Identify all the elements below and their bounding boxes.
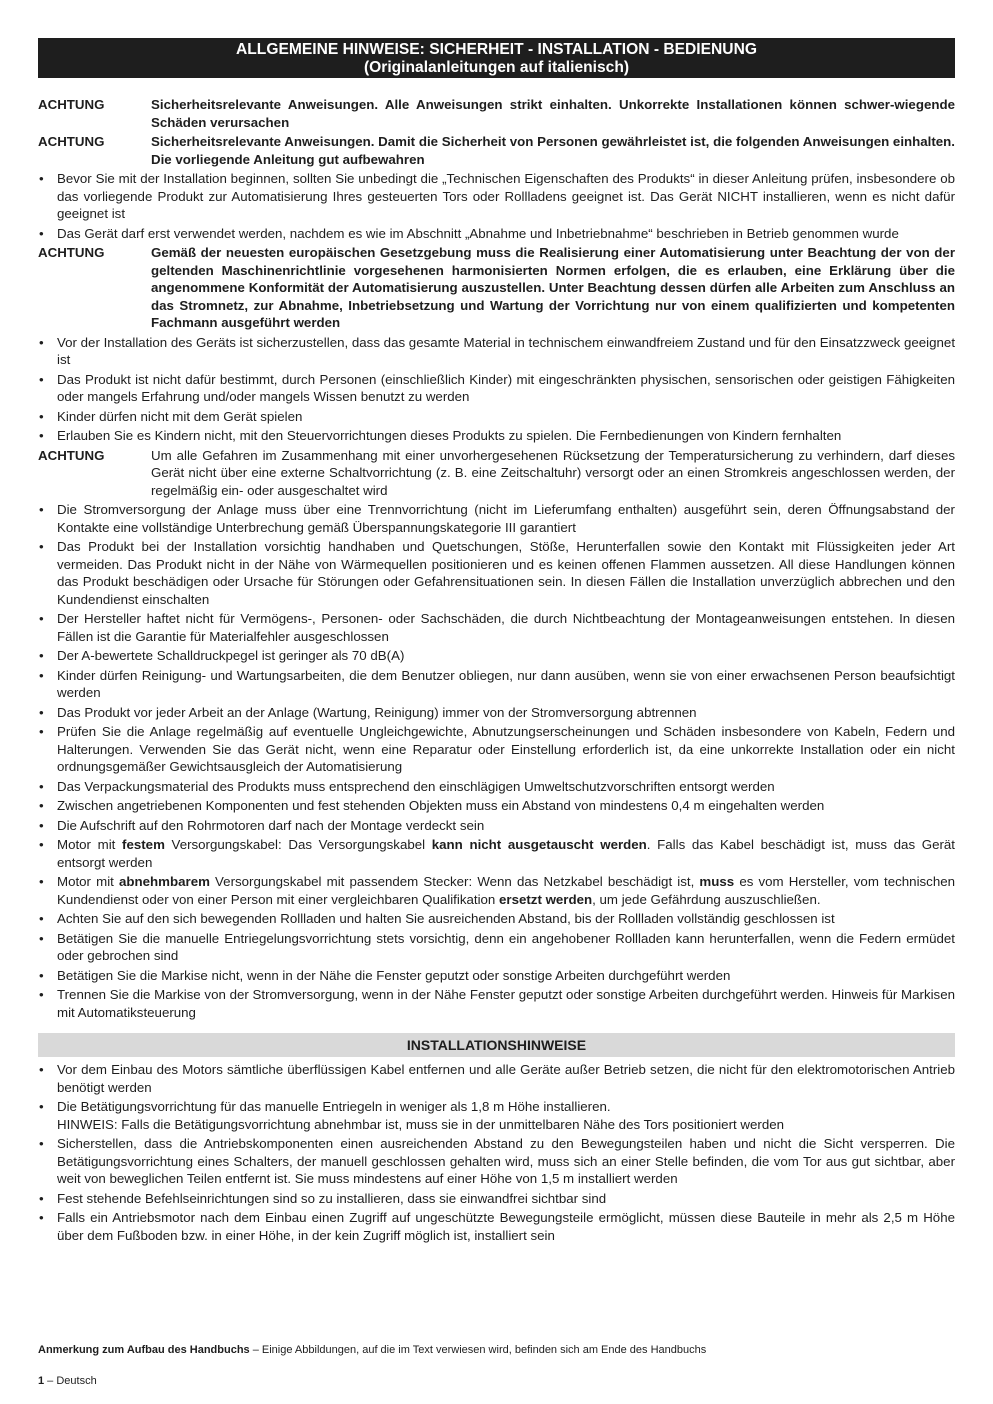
bullet-line: Achten Sie auf den sich bewegenden Rollladen und halten Sie ausreichenden Abstand, bis der Rollladen vollständig geschlossen ist <box>57 911 835 926</box>
bullet-item <box>38 986 955 1021</box>
bullet-text <box>57 1135 955 1188</box>
bullet-line: Sicherstellen, dass die Antriebskomponenten einen ausreichenden Abstand zu den Bewegungsteilen haben und nicht die Sicht versperren. Die Betätigungsvorrichtung eines Schalters, der manuell geschlossen gehalten wird, muss sich an einer Stelle befinden, die vom Tor aus gut sichtbar, aber weit von beweglichen Teilen entfernt ist. Sie muss mindestens auf einer Höhe von 1,5 m installiert werden <box>57 1136 955 1186</box>
bullet-item <box>38 910 955 928</box>
bullet-item <box>38 723 955 776</box>
bullet-text <box>57 1190 955 1208</box>
warning-block <box>38 133 955 168</box>
installation-section <box>38 1061 955 1244</box>
header-title: ALLGEMEINE HINWEISE: SICHERHEIT - INSTALLATION - BEDIENUNG <box>236 41 757 58</box>
bullet-line: Die Betätigungsvorrichtung für das manuelle Entriegeln in weniger als 1,8 m Höhe installieren. <box>57 1099 611 1114</box>
text-segment: es vom Hersteller, vom technischen Kundendienst oder von einer Person mit einer vergleichbaren Qualifikation <box>57 874 956 907</box>
bullet-marker: • <box>39 1099 44 1114</box>
warning-block <box>38 447 955 500</box>
bullet-text <box>57 427 955 445</box>
warning-label: ACHTUNG <box>38 97 105 112</box>
bullet-item <box>38 225 955 243</box>
bullet-text <box>57 873 955 908</box>
bullet-item <box>38 371 955 406</box>
bullet-item <box>38 408 955 426</box>
bullet-line: Das Produkt bei der Installation vorsichtig handhaben und Quetschungen, Stöße, Herunterfallen sowie den Kontakt mit Flüssigkeiten jeder Art vermeiden. Das Produkt nicht in der Nähe von Wärmequellen positionieren und es keinen offenen Flammen aussetzen. All diese Handlungen können das Produkt beschädigen oder Ursache für Störungen oder Gefahrensituationen sein. In diesen Fällen die Installation unverzüglich abbrechen und den Kundendienst einschalten <box>57 539 955 607</box>
bullet-item <box>38 1190 955 1208</box>
bullet-text <box>57 170 955 223</box>
text-segment: , um jede Gefährdung auszuschließen. <box>592 891 821 907</box>
bullet-text <box>57 1061 955 1096</box>
emphasis-text: kann nicht ausgetauscht werden <box>431 837 647 852</box>
warning-text: Gemäß der neuesten europäischen Gesetzgebung muss die Realisierung einer Automatisierung unter Beachtung der von der geltenden Maschinenrichtlinie vorgesehenen harmonisierten Normen erfolgen, die es erlauben, eine Erklärung über die angenommene Konformität der Automatisierung auszustellen. Unter Beachtung dessen dürfen alle Arbeiten zum Anschluss an das Stromnetz, zur Abnahme, Inbetriebsetzung und Wartung der Vorrichtung nur von einem qualifizierten und kompetenten Fachmann ausgeführt werden <box>151 245 955 330</box>
bullet-marker: • <box>39 225 44 241</box>
document-body <box>38 96 955 1246</box>
bullet-marker: • <box>39 911 44 926</box>
manual-structure-note <box>38 1343 955 1357</box>
bullet-marker: • <box>39 667 44 683</box>
note-heading: Anmerkung zum Aufbau des Handbuchs <box>38 1344 250 1356</box>
bullet-line: Betätigen Sie die Markise nicht, wenn in der Nähe die Fenster geputzt oder sonstige Arbeiten durchgeführt werden <box>57 967 731 983</box>
bullet-item <box>38 501 955 536</box>
page-language: – Deutsch <box>44 1375 97 1387</box>
warning-text: Sicherheitsrelevante Anweisungen. Damit die Sicherheit von Personen gewährleistet ist, die folgenden Anweisungen einhalten. Die vorliegende Anleitung gut aufbewahren <box>151 134 955 167</box>
bullet-line: Falls ein Antriebsmotor nach dem Einbau einen Zugriff auf ungeschützte Bewegungsteile ermöglicht, müssen diese Bauteile in mehr als 2,5 m Höhe über dem Fußboden bzw. in einer Höhe, in der kein Zugriff möglich ist, installiert sein <box>57 1210 955 1243</box>
bullet-text <box>57 723 955 776</box>
bullet-text <box>57 371 955 406</box>
bullet-line: Das Produkt vor jeder Arbeit an der Anlage (Wartung, Reinigung) immer von der Stromversorgung abtrennen <box>57 704 697 720</box>
bullet-text <box>57 986 955 1021</box>
warning-label: ACHTUNG <box>38 447 105 463</box>
bullet-text <box>57 910 955 928</box>
bullet-text <box>57 704 955 722</box>
bullet-item <box>38 1209 955 1244</box>
bullet-line: Kinder dürfen nicht mit dem Gerät spielen <box>57 408 303 424</box>
emphasis-text: festem <box>122 837 165 852</box>
bullet-marker: • <box>39 1190 44 1206</box>
bullet-item <box>38 334 955 369</box>
bullet-text <box>57 334 955 369</box>
bullet-item <box>38 778 955 796</box>
bullet-item <box>38 610 955 645</box>
bullet-item <box>38 170 955 223</box>
bullet-text <box>57 647 955 665</box>
bullet-item <box>38 1098 955 1133</box>
bullet-text <box>57 817 955 835</box>
bullet-marker: • <box>39 539 44 554</box>
emphasis-text: abnehmbarem <box>119 874 210 889</box>
bullet-marker: • <box>39 1136 44 1151</box>
bullet-item <box>38 930 955 965</box>
bullet-marker: • <box>39 428 44 443</box>
bullet-item <box>38 538 955 608</box>
bullet-line: Prüfen Sie die Anlage regelmäßig auf eventuelle Ungleichgewichte, Abnutzungserscheinungen und Schäden insbesondere von Kabeln, Federn und Halterungen. Verwenden Sie das Gerät nicht, wenn eine Reparatur oder Einstellung erforderlich ist, da eine unkorrekte Installation oder ein nicht ordnungsgemäßer Gewichtsausgleich der Automatisierung <box>57 724 955 774</box>
bullet-item <box>38 1061 955 1096</box>
text-segment: . Falls das Kabel beschädigt ist, muss das Gerät entsorgt werden <box>57 837 956 870</box>
bullet-line: Der Hersteller haftet nicht für Vermögens-, Personen- oder Sachschäden, die durch Nichtbeachtung der Montageanweisungen entstehen. In diesen Fällen ist die Garantie für Materialfehler ausgeschlossen <box>57 611 955 644</box>
bullet-marker: • <box>39 778 44 794</box>
bullet-text <box>57 836 955 871</box>
bullet-marker: • <box>39 611 44 626</box>
bullet-text <box>57 225 955 243</box>
bullet-line: Die Stromversorgung der Anlage muss über eine Trennvorrichtung (nicht im Lieferumfang enthalten) ausgeführt sein, deren Öffnungsabstand der Kontakte eine vollständige Unterbrechung gemäß Überspannungskategorie III garantiert <box>57 502 955 535</box>
bullet-marker: • <box>39 408 44 424</box>
page-number <box>38 1374 97 1388</box>
safety-section <box>38 96 955 1021</box>
bullet-item <box>38 647 955 665</box>
bullet-item <box>38 873 955 908</box>
bullet-marker: • <box>39 371 44 387</box>
bullet-line: Der A-bewertete Schalldruckpegel ist geringer als 70 dB(A) <box>57 648 405 663</box>
bullet-marker: • <box>39 648 44 663</box>
bullet-marker: • <box>39 724 44 739</box>
warning-block <box>38 244 955 332</box>
warning-text: Um alle Gefahren im Zusammenhang mit einer unvorhergesehenen Rücksetzung der Temperatursicherung zu verhindern, darf dieses Gerät nicht über eine externe Schaltvorrichtung (z. B. eine Zeitschaltuhr) versorgt oder an einen Stromkreis angeschlossen werden, der regelmäßig ein- oder ausgeschaltet wird <box>151 447 955 498</box>
bullet-line: Das Produkt ist nicht dafür bestimmt, durch Personen (einschließlich Kinder) mit eingeschränkten physischen, sensorischen oder geistigen Fähigkeiten oder mangels Erfahrung und/oder mangels Wissen benutzt zu werden <box>57 371 955 404</box>
bullet-line: Vor der Installation des Geräts ist sicherzustellen, dass das gesamte Material in technischem einwandfreiem Zustand und für den Einsatzzweck geeignet ist <box>57 334 956 367</box>
bullet-item <box>38 704 955 722</box>
bullet-line: Betätigen Sie die manuelle Entriegelungsvorrichtung stets vorsichtig, denn ein angehobener Rollladen kann herunterfallen, wenn die Federn ermüdet oder gebrochen sind <box>57 930 955 963</box>
bullet-text <box>57 408 955 426</box>
bullet-line: Vor dem Einbau des Motors sämtliche überflüssigen Kabel entfernen und alle Geräte außer Betrieb setzen, die nicht für den elektromotorischen Antrieb benötigt werden <box>57 1062 955 1095</box>
warning-label: ACHTUNG <box>38 134 105 149</box>
text-segment: Motor mit <box>57 837 123 852</box>
bullet-item <box>38 1135 955 1188</box>
warning-block <box>38 96 955 131</box>
bullet-item <box>38 817 955 835</box>
bullet-marker: • <box>39 798 44 813</box>
bullet-line: Erlauben Sie es Kindern nicht, mit den Steuervorrichtungen dieses Produkts zu spielen. Die Fernbedienungen von Kindern fernhalten <box>57 428 842 443</box>
note-text: – Einige Abbildungen, auf die im Text verwiesen wird, befinden sich am Ende des Handbuchs <box>249 1344 707 1356</box>
bullet-line: Trennen Sie die Markise von der Stromversorgung, wenn in der Nähe Fenster geputzt oder sonstige Arbeiten durchgeführt werden. Hinweis für Markisen mit Automatiksteuerung <box>57 987 955 1020</box>
bullet-line: Kinder dürfen Reinigung- und Wartungsarbeiten, die dem Benutzer obliegen, nur dann ausüben, wenn sie von einer erwachsenen Person beaufsichtigt werden <box>57 667 955 700</box>
bullet-line: Die Aufschrift auf den Rohrmotoren darf nach der Montage verdeckt sein <box>57 817 485 833</box>
bullet-text <box>57 538 955 608</box>
page-number-value: 1 <box>38 1375 45 1387</box>
bullet-item <box>38 967 955 985</box>
warning-label: ACHTUNG <box>38 245 105 260</box>
bullet-marker: • <box>39 874 44 889</box>
bullet-text <box>57 1098 955 1133</box>
text-segment: Versorgungskabel mit passendem Stecker: Wenn das Netzkabel beschädigt ist, <box>209 874 700 889</box>
bullet-text <box>57 667 955 702</box>
bullet-text <box>57 797 955 815</box>
bullet-marker: • <box>39 704 44 720</box>
bullet-line: HINWEIS: Falls die Betätigungsvorrichtung abnehmbar ist, muss sie in der unmittelbaren Nähe des Tors positioniert werden <box>57 1116 784 1132</box>
bullet-marker: • <box>39 967 44 983</box>
text-segment: Motor mit <box>57 874 120 889</box>
bullet-marker: • <box>39 987 44 1002</box>
section-heading-installation: INSTALLATIONSHINWEISE <box>38 1033 955 1057</box>
bullet-line: Fest stehende Befehlseinrichtungen sind so zu installieren, dass sie einwandfrei sichtbar sind <box>57 1190 607 1206</box>
emphasis-text: muss <box>699 874 735 889</box>
bullet-item <box>38 427 955 445</box>
page-header <box>38 38 955 78</box>
bullet-marker: • <box>39 502 44 517</box>
bullet-text <box>57 778 955 796</box>
bullet-marker: • <box>39 334 44 350</box>
bullet-marker: • <box>39 171 44 186</box>
bullet-item <box>38 836 955 871</box>
text-segment: Versorgungskabel: Das Versorgungskabel <box>164 837 432 852</box>
bullet-marker: • <box>39 837 44 852</box>
bullet-marker: • <box>39 1062 44 1077</box>
emphasis-text: ersetzt werden <box>499 891 593 907</box>
bullet-item <box>38 797 955 815</box>
bullet-marker: • <box>39 930 44 946</box>
bullet-item <box>38 667 955 702</box>
bullet-text <box>57 930 955 965</box>
bullet-line: Bevor Sie mit der Installation beginnen, sollten Sie unbedingt die „Technischen Eigenschaften des Produkts“ in dieser Anleitung prüfen, insbesondere ob das vorliegende Produkt zur Automatisierung Ihres gesteuerten Tors oder Rollladens geeignet ist. Das Gerät NICHT installieren, wenn es nicht dafür geeignet ist <box>57 171 955 221</box>
bullet-text <box>57 967 955 985</box>
bullet-marker: • <box>39 817 44 833</box>
bullet-text <box>57 610 955 645</box>
warning-text: Sicherheitsrelevante Anweisungen. Alle Anweisungen strikt einhalten. Unkorrekte Installationen können schwer-wiegende Schäden verursachen <box>151 97 955 130</box>
bullet-text <box>57 1209 955 1244</box>
bullet-line: Das Gerät darf erst verwendet werden, nachdem es wie im Abschnitt „Abnahme und Inbetriebnahme“ beschrieben in Betrieb genommen wurde <box>57 225 899 241</box>
bullet-marker: • <box>39 1210 44 1225</box>
bullet-text <box>57 501 955 536</box>
header-subtitle: (Originalanleitungen auf italienisch) <box>363 59 630 76</box>
bullet-line: Das Verpackungsmaterial des Produkts muss entsprechend den einschlägigen Umweltschutzvorschriften entsorgt werden <box>57 778 775 794</box>
bullet-line: Zwischen angetriebenen Komponenten und fest stehenden Objekten muss ein Abstand von mindestens 0,4 m eingehalten werden <box>57 798 825 813</box>
